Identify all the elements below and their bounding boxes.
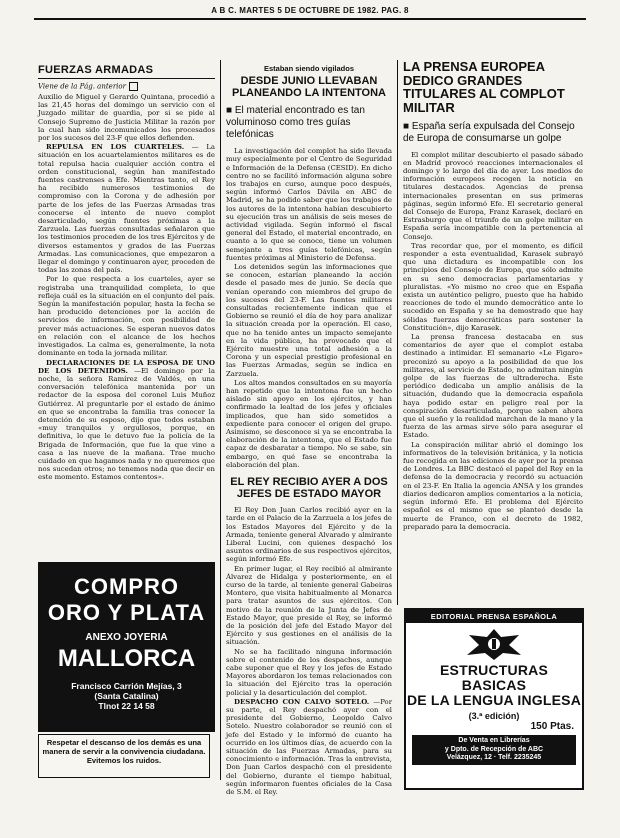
continued-label: Viene de la Pág. anterior <box>38 82 126 91</box>
sale-line: y Dpto. de Recepción de ABC <box>444 745 544 753</box>
bullet-icon: ■ <box>226 105 235 117</box>
paragraph-lead: REPULSA EN LOS CUARTELES. <box>46 143 185 152</box>
headline: EL REY RECIBIO AYER A DOS JEFES DE ESTADO MAYOR <box>230 476 388 500</box>
publisher-banner: EDITORIAL PRENSA ESPAÑOLA <box>406 610 582 623</box>
sale-info <box>412 735 576 765</box>
paragraph-lead: DECLARACIONES DE LA ESPOSA DE UNO DE LOS DETENIDOS. <box>38 358 215 375</box>
article-paragraph <box>38 359 215 482</box>
right-column <box>403 60 583 605</box>
gold-silver-ad <box>38 562 215 732</box>
ad-line: ANEXO JOYERIA <box>85 632 168 643</box>
bullet-icon: ■ <box>403 120 412 132</box>
book-title: ESTRUCTURAS BASICAS <box>440 662 548 693</box>
column-divider <box>397 60 398 605</box>
sale-line: Velázquez, 12 · Telf. 2235245 <box>446 754 542 761</box>
ad-line: MALLORCA <box>57 645 196 672</box>
middle-column <box>226 64 392 797</box>
price: 150 Ptas. <box>530 721 574 732</box>
column-divider <box>220 60 221 780</box>
page-header: A B C. MARTES 5 DE OCTUBRE DE 1982. PAG. 8 <box>211 6 409 15</box>
sale-line: De Venta en Librerías <box>458 737 530 744</box>
ad-line: Tlnot 22 14 58 <box>98 701 155 711</box>
ad-line: Francisco Carrión Mejías, 3 <box>71 681 182 691</box>
article-paragraph: No se ha facilitado ninguna información sobre el contenido de los despachos, aunque cabe suponer que el Rey y los jefes de Estado Mayores abordaron los temas relacionados con la situación del Ejército tras la operación policial y la desarticulación del complot. <box>226 647 392 697</box>
bullet-text: España sería expulsada del Consejo de Europa de consumarse un golpe <box>403 120 575 144</box>
headline: LA PRENSA EUROPEA DEDICO GRANDES TITULARES AL COMPLOT MILITAR <box>403 59 565 115</box>
book-ad <box>404 608 584 790</box>
header-rule <box>34 18 586 20</box>
ad-line: (Santa Catalina) <box>94 691 159 701</box>
bullet-summary <box>403 121 583 145</box>
article-paragraph: El Rey Don Juan Carlos recibió ayer en la tarde en el Palacio de la Zarzuela a los jefes de los Estados Mayores del Ejército y de la Armada, teniente general Alvarado y almirante Liberal Lucini, con quienes despachó los asuntos ordinarios de sus respectivos ejércitos, según informó Efe. <box>226 506 392 564</box>
paragraph-lead: DESPACHO CON CALVO SOTELO. <box>234 697 370 706</box>
continued-note <box>38 82 215 91</box>
paragraph-body: — La situación en los acuartelamientos militares es de total repulsa hacia cualquier acción contra el orden constitucional, según han manifestado fuentes castrenses a Efe. Mientras tanto, el Rey ha recibido numerosos testimonios de compromiso con la Corona y de adhesión por parte de los jefes de las Fuerzas Armadas tras conocerse el intento de nuevo complot desarticulado, según fuentes próximas a la Zarzuela. Las fuerzas consultadas señalaron que los testimonios proceden de los tres Ejércitos y de diversos estamentos y grados de las Fuerzas Armadas. Las comunicaciones, que empezaron a llegar el domingo y continuaron ayer, proceden de todas las zonas del país. <box>38 143 216 275</box>
article-paragraph: El complot militar descubierto el pasado sábado en Madrid provocó reacciones internacionales el domingo y lo largo del día de ayer. Los medios de información europeos recogen la noticia en titulares destacados. Agencias de prensa internacionales presentan en sus primeras páginas, según informó Efe. El secretario general del Consejo de Europa, Franz Karasek, declaró en Estrasburgo que el triunfo de un golpe militar en España sería incompatible con la pertenencia al Consejo. <box>403 150 583 241</box>
edition: (3.ª edición) <box>468 711 520 721</box>
article-paragraph <box>226 698 392 796</box>
article-paragraph: La conspiración militar abrió el domingo los informativos de la televisión británica, y la noticia fue recogida en las ediciones de ayer por la prensa de Londres. La BBC destacó el papel del Rey en la defensa de la democracia y recordó su actuación en el 23-F. En Italia la agencia ANSA y los grandes diarios dedicaron amplios comentarios a la noticia, según informó Efe. El problema del Ejército español es el mismo que se planteó desde la muerte de Franco, con el decreto de 1982, preparado para la democracia. <box>403 440 583 531</box>
headline: DESDE JUNIO LLEVABAN PLANEANDO LA INTENTONA <box>232 75 386 99</box>
civic-notice <box>38 734 210 778</box>
bullet-text: El material encontrado es tan voluminoso como tres guías telefónicas <box>226 105 365 141</box>
page-mark-icon <box>129 82 138 91</box>
crest-icon <box>459 627 529 661</box>
section-rule <box>38 78 215 79</box>
ad-line: ORO Y PLATA <box>47 600 206 625</box>
section-title: FUERZAS ARMADAS <box>38 64 154 76</box>
book-title: DE LA LENGUA INGLESA <box>406 692 582 708</box>
article-paragraph: Los detenidos según las informaciones que se conocen, estarían planeando la acción desde el pasado mes de junio. Se decía que venían operando con miembros del grupo de los sucesos del 23-F. Las fuentes militares consultadas recientemente indican que el Gobierno se reunió el día de hoy para analizar la situación creada por la operación. El caso, que no ha tenido antes un impacto semejante en la vida pública, ha provocado que el Ejército muestre una total adhesión a la Corona y un especial prestigio profesional en las Fuerzas Armadas, según se indica en Zarzuela. <box>226 262 392 378</box>
bullet-summary <box>226 105 392 141</box>
ad-line: COMPRO <box>74 574 179 599</box>
notice-text: Respetar el descanso de los demás es una manera de servir a la convivencia ciudadana. <box>42 738 206 756</box>
article-paragraph: En primer lugar, el Rey recibió al almirante Álvarez de Hidalga y posteriormente, en el curso de la tarde, al teniente general Gabeiras Montero, que visita habitualmente al Monarca para tratar asuntos de sus ejércitos. Con motivo de la reunión de la Junta de Jefes de Estado Mayor, que preside el Rey, se informó de la posición del jefe del Estado Mayor del Ejército y sus gestiones en el análisis de la situación. <box>226 564 392 647</box>
left-column <box>38 64 215 554</box>
article-paragraph: La investigación del complot ha sido llevada muy especialmente por el Centro de Seguridad e Información de la Defensa (CESID). En dicho centro no se facilitó información alguna sobre los trabajos en curso, aunque poco después, según informó Carlos Dávila en ABC de Madrid, se ha podido saber que los trabajos de los autores de la intentona habían descubierto su ejecución tras un análisis de seis meses de actividad vigilada. Según informó el fiscal general del Estado, el material encontrado, en cuanto a lo que se conoce, tiene un volumen semejante a tres guías telefónicas, según fuentes próximas al Ministerio de Defensa. <box>226 147 392 262</box>
article-paragraph <box>38 143 215 274</box>
notice-text: Evitemos los ruidos. <box>86 756 162 765</box>
article-paragraph: La prensa francesa destacaba en sus comentarios de ayer que el complot estaba destinado a intimidar. El semanario «Le Figaro» preconizó su apoyo a la posibilidad de que los militares, al servicio de Estado, no admitan ningún golpe de las fuerzas de ultraderecha. Este periódico dedicaba un amplio análisis de la situación, dudando que la democracia española haya podido estar en peligro real por la conspiración desarticulada, porque saben ahora que el sueño y la realidad marchan de la mano y la fuerza de las armas sirve sólo para asegurar el Estado. <box>403 333 583 440</box>
article-paragraph: Tras recordar que, por el momento, es difícil responder a esta eventualidad, Karasek subrayó que una dictadura es incompatible con los principios del Consejo de Europa, que sólo admite en su seno democracias parlamentarias y pluralistas. «Yo mismo no creo que en España exista un auténtico peligro, puesto que ha habido reacciones de todo el mundo democrático ante lo sucedido en España y se ha demostrado que hay sólidas fuerzas democráticas para sostener la Constitución», dijo Karasek. <box>403 241 583 332</box>
article-paragraph: Por lo que respecta a los cuarteles, ayer se registraba una tranquilidad completa, lo que refleja cuál es la situación en el conjunto del país. Según la manifestación popular, hasta la fecha se han producido detenciones por la acción de servicios de información, con posibilidad de prever más actuaciones. Se esperan nuevos datos en relación con el alcance de los hechos investigados. La calma es, generalmente, la nota dominante en toda la jornada militar. <box>38 275 215 358</box>
paragraph-body: —Por su parte, el Rey despachó ayer con el presidente del Gobierno, Leopoldo Calvo Sotelo. Nuestro colaborador se reunió con el jefe del Estado y le informó de cuanto ha ocurrido en los últimos días, de acuerdo con la situación de las Fuerzas Armadas, para su conocimiento e información. Tras la entrevista, Don Juan Carlos despachó con el presidente del Gobierno, durante el tiempo habitual, según informaron fuentes oficiales de la Casa de S.M. el Rey. <box>226 697 392 797</box>
kicker: Estaban siendo vigilados <box>263 64 355 73</box>
article-paragraph: Los altos mandos consultados en su mayoría han repetido que la intentona fue un hecho aislado sin apoyo en los ejércitos, y han confirmado la lealtad de los jefes y oficiales implicados, que han sido sometidos a expediente para conocer el origen del grupo. Asimismo, se desconoce si ya se encontraba la elaboración de la intentona, que el Estado fue capaz de desbaratar a tiempo. No se sabe, sin embargo, en qué fase se encontraba la elaboración del plan. <box>226 378 392 469</box>
article-paragraph: Auxilio de Miguel y Gerardo Quintana, procedió a las 21,45 horas del domingo un servicio con el Juzgado militar de guardia, por si se pide al Consejo Supremo de Justicia Militar la razón por la cual han sido incomunicados los procesados por los sucesos del 23-F que ellos defienden. <box>38 93 215 143</box>
paragraph-body: —El domingo por la noche, la señora Ramírez de Valdés, en una conversación telefónica mantenida por un redactor de la esposa del coronel Luis Muñoz Gutiérrez. Al preguntarle por el estado de ánimo en que se encontraba la familia tras conocer la detención de su esposo, dijo que todos estaban «muy tranquilos y orgullosos, porque, en definitiva, lo que le detuvo fue la policía de la Brigada de Información, que fue la que vino a casa a las nueve de la mañana. Trae mucho cuidado en que hagamos nada y no queremos que nos sucedan otros; no tenemos nada que decir en este momento. Estamos contentos». <box>38 366 215 482</box>
